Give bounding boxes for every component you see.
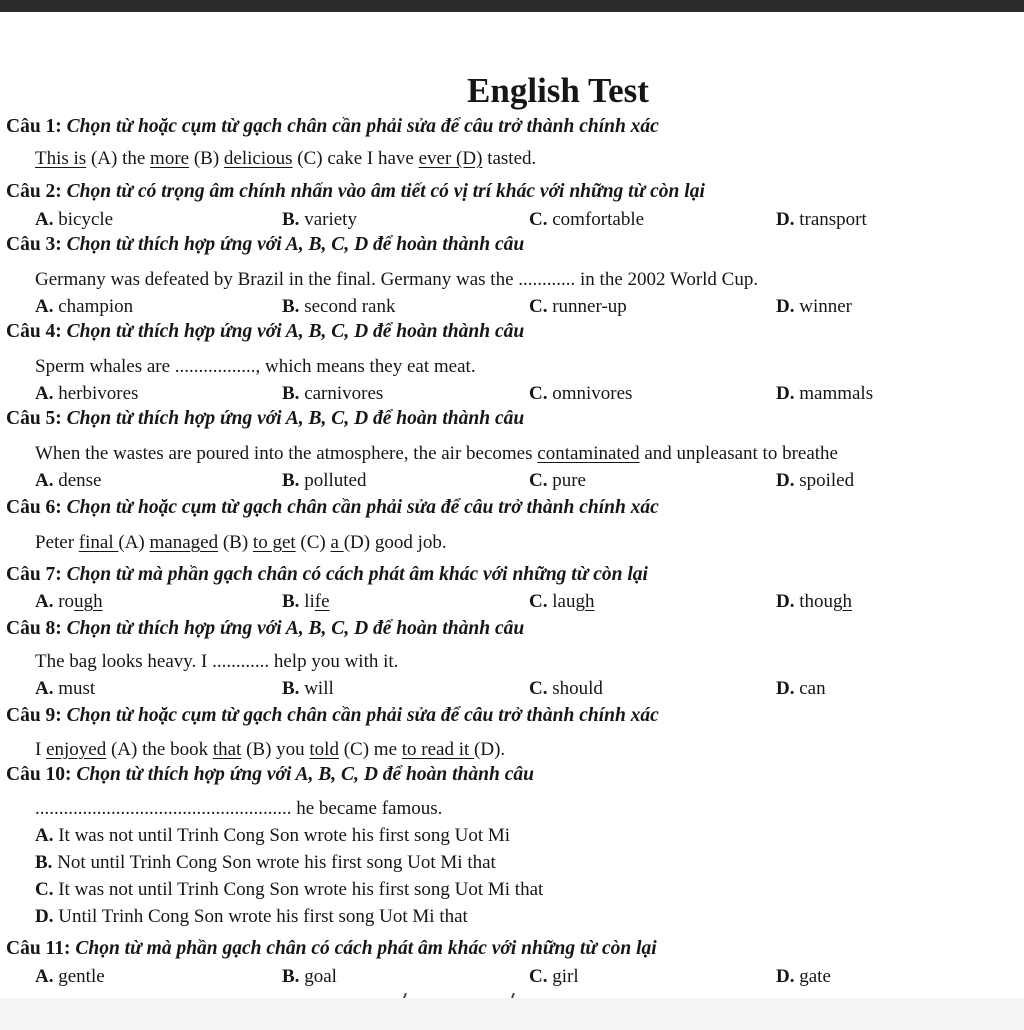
q4-option-d[interactable]: D. mammals bbox=[776, 383, 874, 404]
question-3-heading: Câu 3: Chọn từ thích hợp ứng với A, B, C, D để hoàn thành câu bbox=[6, 234, 525, 255]
q5-option-b[interactable]: B. polluted bbox=[282, 470, 367, 491]
question-6-sentence: Peter final (A) managed (B) to get (C) a (D) good job. bbox=[35, 532, 447, 553]
q4-option-a[interactable]: A. herbivores bbox=[35, 383, 139, 404]
question-1-sentence: This is (A) the more (B) delicious (C) cake I have ever (D) tasted. bbox=[35, 148, 537, 169]
question-5-heading: Câu 5: Chọn từ thích hợp ứng với A, B, C, D để hoàn thành câu bbox=[6, 408, 525, 429]
q7-option-b[interactable]: B. life bbox=[282, 591, 330, 612]
question-3-sentence: Germany was defeated by Brazil in the final. Germany was the ............ in the 2002 World Cup. bbox=[35, 269, 759, 290]
question-7-heading: Câu 7: Chọn từ mà phần gạch chân có cách phát âm khác với những từ còn lại bbox=[6, 564, 648, 585]
q8-option-c[interactable]: C. should bbox=[529, 678, 603, 699]
q2-option-c[interactable]: C. comfortable bbox=[529, 209, 645, 230]
question-9-heading: Câu 9: Chọn từ hoặc cụm từ gạch chân cần phải sửa để câu trở thành chính xác bbox=[6, 705, 659, 726]
q2-option-d[interactable]: D. transport bbox=[776, 209, 867, 230]
q7-option-d[interactable]: D. though bbox=[776, 591, 853, 612]
q10-option-a[interactable]: A. It was not until Trinh Cong Son wrote his first song Uot Mi bbox=[35, 825, 511, 846]
question-4-heading: Câu 4: Chọn từ thích hợp ứng với A, B, C, D để hoàn thành câu bbox=[6, 321, 525, 342]
q3-option-d[interactable]: D. winner bbox=[776, 296, 852, 317]
q10-option-b[interactable]: B. Not until Trinh Cong Son wrote his first song Uot Mi that bbox=[35, 852, 496, 873]
q5-option-c[interactable]: C. pure bbox=[529, 470, 586, 491]
q11-option-a[interactable]: A. gentle bbox=[35, 966, 105, 987]
q2-option-b[interactable]: B. variety bbox=[282, 209, 357, 230]
question-1-heading: Câu 1: Chọn từ hoặc cụm từ gạch chân cần phải sửa để câu trở thành chính xác bbox=[6, 116, 659, 137]
q8-option-b[interactable]: B. will bbox=[282, 678, 334, 699]
q11-option-d[interactable]: D. gate bbox=[776, 966, 831, 987]
question-6-heading: Câu 6: Chọn từ hoặc cụm từ gạch chân cần phải sửa để câu trở thành chính xác bbox=[6, 497, 659, 518]
q4-option-c[interactable]: C. omnivores bbox=[529, 383, 633, 404]
q4-option-b[interactable]: B. carnivores bbox=[282, 383, 384, 404]
q2-option-a[interactable]: A. bicycle bbox=[35, 209, 114, 230]
question-4-sentence: Sperm whales are ................., which means they eat meat. bbox=[35, 356, 476, 377]
q5-option-a[interactable]: A. dense bbox=[35, 470, 102, 491]
q10-option-c[interactable]: C. It was not until Trinh Cong Son wrote his first song Uot Mi that bbox=[35, 879, 544, 900]
q10-option-d[interactable]: D. Until Trinh Cong Son wrote his first song Uot Mi that bbox=[35, 906, 468, 927]
question-10-heading: Câu 10: Chọn từ thích hợp ứng với A, B, C, D để hoàn thành câu bbox=[6, 764, 534, 785]
q3-option-b[interactable]: B. second rank bbox=[282, 296, 396, 317]
page-title: English Test bbox=[467, 71, 649, 110]
question-2-heading: Câu 2: Chọn từ có trọng âm chính nhấn vào âm tiết có vị trí khác với những từ còn lại bbox=[6, 181, 705, 202]
question-8-sentence: The bag looks heavy. I ............ help you with it. bbox=[35, 651, 399, 672]
q3-option-a[interactable]: A. champion bbox=[35, 296, 134, 317]
question-11-heading: Câu 11: Chọn từ mà phần gạch chân có cách phát âm khác với những từ còn lại bbox=[6, 938, 657, 959]
q8-option-a[interactable]: A. must bbox=[35, 678, 96, 699]
top-border bbox=[0, 0, 1024, 12]
question-10-sentence: ...................................................... he became famous. bbox=[35, 798, 443, 819]
question-5-sentence: When the wastes are poured into the atmosphere, the air becomes contaminated and unpleasant to breathe bbox=[35, 443, 838, 464]
q7-option-c[interactable]: C. laugh bbox=[529, 591, 595, 612]
question-9-sentence: I enjoyed (A) the book that (B) you told (C) me to read it (D). bbox=[35, 739, 506, 760]
q7-option-a[interactable]: A. rough bbox=[35, 591, 103, 612]
q8-option-d[interactable]: D. can bbox=[776, 678, 826, 699]
bottom-fade bbox=[0, 998, 1024, 1030]
q3-option-c[interactable]: C. runner-up bbox=[529, 296, 627, 317]
q5-option-d[interactable]: D. spoiled bbox=[776, 470, 855, 491]
q11-option-b[interactable]: B. goal bbox=[282, 966, 337, 987]
question-8-heading: Câu 8: Chọn từ thích hợp ứng với A, B, C, D để hoàn thành câu bbox=[6, 618, 525, 639]
q11-option-c[interactable]: C. girl bbox=[529, 966, 579, 987]
